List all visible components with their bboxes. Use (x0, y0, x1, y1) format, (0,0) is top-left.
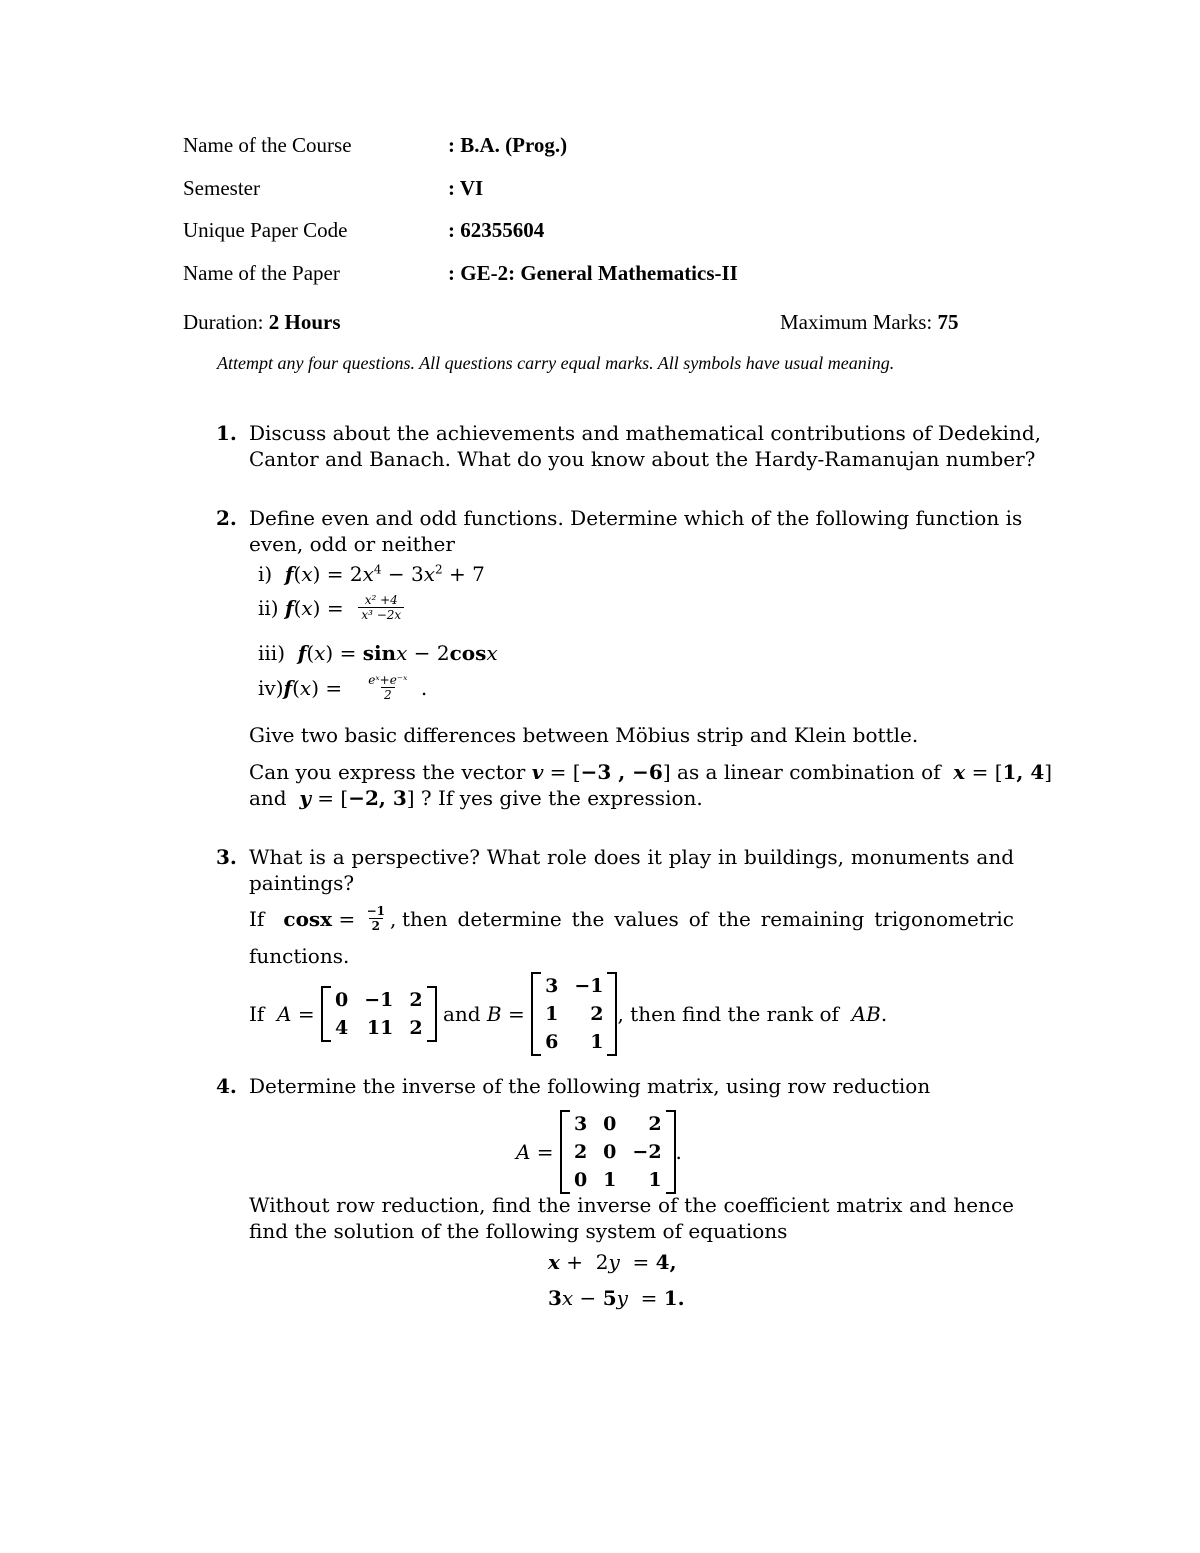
course-label: Name of the Course (183, 133, 352, 157)
paper-name-value: : GE-2: General Mathematics-II (448, 261, 738, 285)
equation-1: x + 2y = 4, (548, 1250, 677, 1274)
question-4-number: 4. (216, 1074, 237, 1098)
inverse-matrix-a-cell-0-1: 0 (603, 1113, 617, 1135)
matrix-b-cell-1-0: 1 (545, 1003, 559, 1025)
matrix-a-cell-1-0: 4 (334, 1017, 349, 1039)
inverse-matrix-a-cell-1-0: 2 (573, 1141, 588, 1163)
matrix-b-cell-0-0: 3 (545, 975, 559, 997)
question-2-line-1: Define even and odd functions. Determine which of the following function is (249, 506, 1023, 530)
question-1-line-2: Cantor and Banach. What do you know about the Hardy-Ramanujan number? (249, 447, 1036, 471)
maximum-marks: Maximum Marks: 75 (780, 310, 959, 334)
question-4-line-2: Without row reduction, find the inverse of the coefficient matrix and hence (249, 1193, 1014, 1217)
semester-label: Semester (183, 176, 260, 200)
matrix-a-cell-1-2: 2 (409, 1017, 423, 1039)
matrix-a-2x3 (321, 986, 437, 1042)
paper-code-label: Unique Paper Code (183, 218, 348, 242)
matrix-a-cell-1-1: 11 (366, 1017, 394, 1039)
matrix-b-cell-1-1: 2 (590, 1003, 604, 1025)
duration: Duration: 2 Hours (183, 310, 341, 334)
semester-value: : VI (448, 176, 484, 200)
question-4-line-3: find the solution of the following system of equations (249, 1219, 788, 1243)
matrix-a-cell-0-0: 0 (334, 989, 349, 1011)
course-value: : B.A. (Prog.) (448, 133, 568, 157)
question-4-line-1: Determine the inverse of the following matrix, using row reduction (249, 1074, 931, 1098)
matrix-a-3x3 (560, 1110, 676, 1194)
instructions: Attempt any four questions. All questions carry equal marks. All symbols have usual meaning. (217, 353, 895, 373)
paper-name-label: Name of the Paper (183, 261, 340, 285)
paper-code-value: : 62355604 (448, 218, 545, 242)
matrix-b-cell-2-1: 1 (590, 1031, 604, 1053)
question-2-number: 2. (216, 506, 237, 530)
inverse-matrix-a-cell-2-2: 1 (648, 1169, 662, 1191)
function-iv: iv) f ( x ) = $\frac{\text{eˣ+e⁻ˣ}}{2}$ . (258, 673, 428, 702)
question-1-line-1: Discuss about the achievements and mathematical contributions of Dedekind, (249, 421, 1041, 445)
matrix-a-cell-0-2: 2 (409, 989, 423, 1011)
mobius-klein-question: Give two basic differences between Möbius strip and Klein bottle. (249, 723, 919, 747)
trig-question-line-2: functions. (249, 944, 350, 968)
question-3-line-1: What is a perspective? What role does it play in buildings, monuments and (249, 845, 1014, 869)
vector-question-line-1: Can you express the vector v = [−3 , −6] as a linear combination of x = [1, 4] (249, 760, 1053, 784)
matrix-b-cell-2-0: 6 (545, 1031, 559, 1053)
trig-question: If cos x = $\frac{-1}{2}$ , then determine the values of the remaining trigonometric (249, 904, 1014, 933)
function-iii: iii) f(x) = sinx − 2cosx (258, 641, 498, 665)
matrix-b-cell-0-1: −1 (574, 975, 604, 997)
matrix-a-cell-0-1: −1 (364, 989, 394, 1011)
inverse-matrix-a-cell-2-1: 1 (603, 1169, 617, 1191)
question-2-line-2: even, odd or neither (249, 532, 455, 556)
inverse-matrix-a-cell-1-1: 0 (603, 1141, 617, 1163)
vector-question-line-2: and y = [−2, 3] ? If yes give the expression. (249, 786, 703, 810)
question-1-number: 1. (216, 421, 237, 445)
inverse-matrix-a-cell-1-2: −2 (632, 1141, 662, 1163)
matrix-b-3x2 (531, 972, 617, 1056)
function-i: i) $f(x) = 2x^4 - 3x^2 + 7$ (258, 562, 485, 586)
inverse-matrix-a-cell-2-0: 0 (573, 1169, 588, 1191)
equation-2: 3x − 5y = 1. (548, 1286, 685, 1310)
function-ii: ii) f ( x ) = $\frac{\text{x² +4}}{\text{x³ −2x}}$ (258, 593, 406, 622)
question-3-number: 3. (216, 845, 237, 869)
inverse-matrix-a-cell-0-0: 3 (573, 1113, 588, 1135)
question-3-line-2: paintings? (249, 871, 355, 895)
inverse-matrix: A = 3 0 2 2 0 −2 0 1 1 . (516, 1110, 682, 1194)
rank-question: If A = 0 −1 2 4 11 2 and B = 3 −1 1 2 6 1 , then find the rank of AB . (249, 972, 887, 1056)
inverse-matrix-a-cell-0-2: 2 (648, 1113, 662, 1135)
